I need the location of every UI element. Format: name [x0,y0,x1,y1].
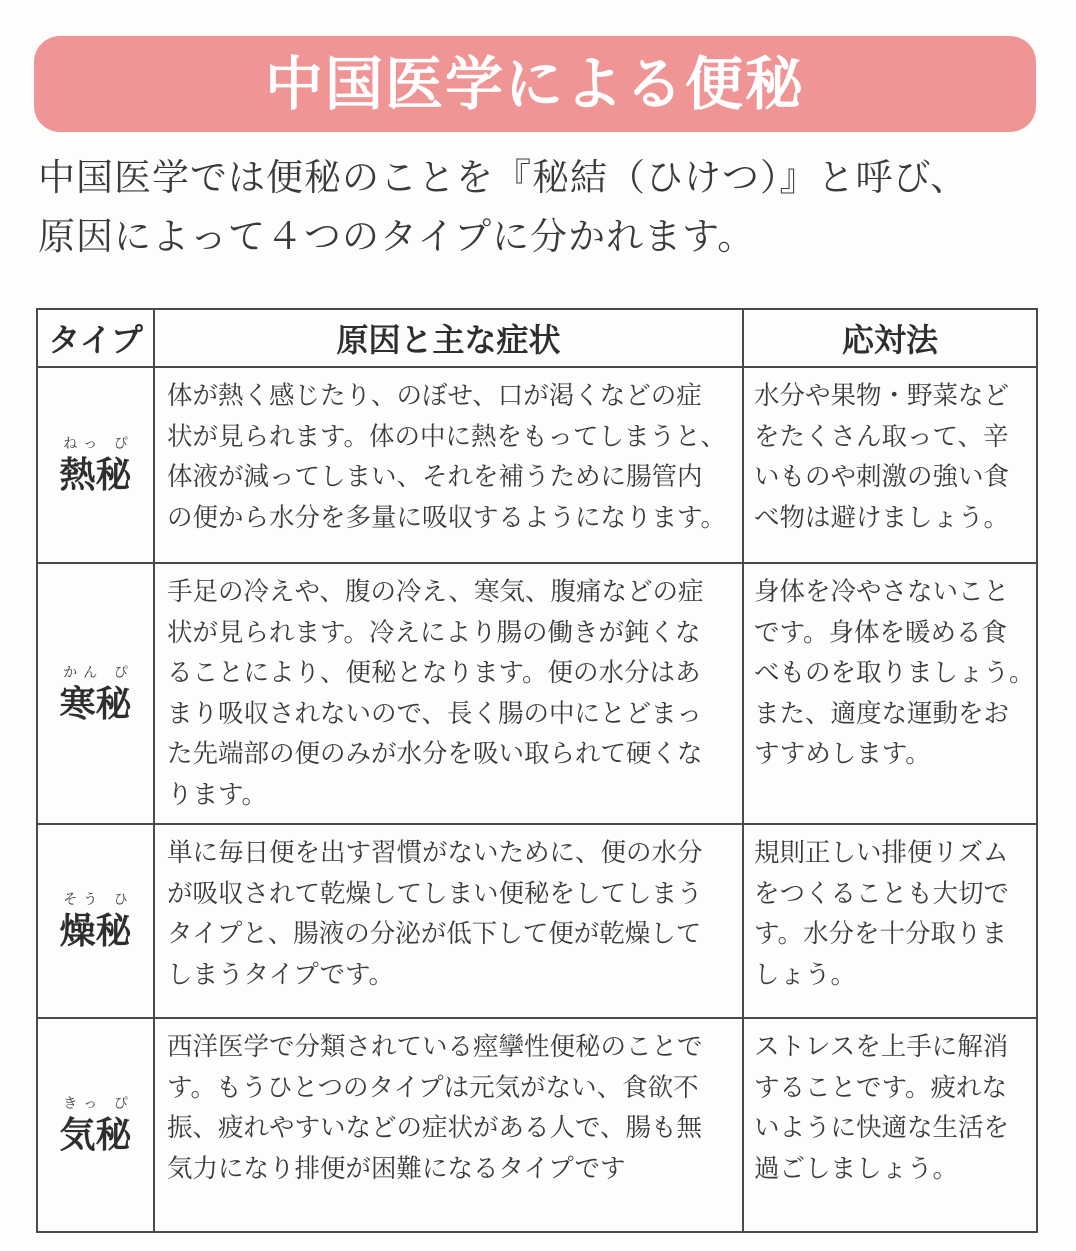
cause-line: 状が見られます。冷えにより腸の働きが鈍くな [167,617,701,648]
remedy-line: すすめします。 [754,739,931,769]
type-name: 熱秘 [59,455,132,496]
remedy-cell [743,824,1037,1018]
remedy-line: 身体を冷やさないこと [754,577,1010,607]
type-cell [37,1018,154,1232]
type-name: 寒秘 [59,683,132,725]
remedy-cell [743,563,1037,824]
cause-line: ることにより、便秘となります。便の水分はあ [167,658,701,688]
cause-line: ります。 [167,779,267,810]
remedy-line: しょう。 [754,959,857,990]
type-reading: きっ ぴ [63,1096,134,1112]
cause-line: しまうタイプです。 [167,959,394,990]
cause-cell [154,367,743,563]
remedy-line: をつくることも大切で [754,878,1010,909]
cause-line: 手足の冷えや、腹の冷え、寒気、腹痛などの症 [167,577,704,607]
type-name: 燥秘 [59,911,132,952]
cause-cell [154,1018,743,1232]
constipation-types-table [36,308,1038,1233]
header-type: タイプ [37,309,154,367]
remedy-line: いものや刺激の強い食 [754,462,1010,492]
cause-line: タイプと、腸液の分泌が低下して便が乾燥して [167,919,702,949]
type-reading: ねっ ぴ [63,436,134,452]
type-cell [37,367,154,563]
remedy-line: です。身体を暖める食 [754,617,1007,648]
remedy-line: をたくさん取って、辛 [754,421,1009,452]
cause-line: まり吸収されないので、長く腸の中にとどまっ [167,698,702,729]
cause-line: の便から水分を多量に吸収するようになります。 [167,502,726,533]
cause-line: 単に毎日便を出す習慣がないために、便の水分 [167,838,703,868]
table-row [37,824,1037,1018]
remedy-line: 過ごしましょう。 [754,1153,959,1184]
type-cell [37,824,154,1018]
remedy-cell [743,1018,1037,1232]
remedy-line: することです。疲れな [754,1072,1007,1103]
table-row [37,367,1037,563]
remedy-cell [743,367,1037,563]
type-name: 気秘 [59,1115,132,1156]
cause-line: が吸収されて乾燥してしまい便秘をしてしまう [167,878,703,909]
intro-line-1: 中国医学では便秘のことを『秘結（ひけつ）』と呼び、 [38,156,969,199]
cause-cell [154,563,743,824]
intro-text [38,148,1048,266]
remedy-line: いように快適な生活を [754,1113,1010,1143]
cause-line: 体が熱く感じたり、のぼせ、口が渇くなどの症 [167,381,702,411]
table-header-row [37,309,1037,367]
remedy-line: 水分や果物・野菜など [754,381,1010,411]
cause-line: 状が見られます。体の中に熱をもってしまうと、 [167,421,726,452]
header-remedy: 応対法 [743,309,1037,367]
type-reading: そう ひ [63,892,134,908]
cause-line: 気力になり排便が困難になるタイプです [167,1153,626,1184]
page-title: 中国医学による便秘 [264,50,805,118]
cause-line: す。もうひとつのタイプは元気がない、食欲不 [167,1072,699,1103]
table-row [37,1018,1037,1232]
type-reading: かん ぴ [63,664,134,681]
cause-line: 体液が減ってしまい、それを補うために腸管内 [167,462,703,492]
remedy-line: す。水分を十分取りま [754,919,1007,949]
intro-line-2: 原因によって４つのタイプに分かれます。 [38,215,756,258]
remedy-line: また、適度な運動をお [754,698,1010,729]
remedy-line: ストレスを上手に解消 [754,1032,1009,1062]
cause-line: た先端部の便のみが水分を吸い取られて硬くな [167,739,703,769]
title-banner [34,36,1036,132]
remedy-line: べ物は避けましょう。 [754,502,1010,533]
type-cell [37,563,154,824]
cause-line: 振、疲れやすいなどの症状がある人で、腸も無 [167,1113,702,1143]
remedy-line: 規則正しい排便リズム [754,838,1009,868]
header-cause: 原因と主な症状 [154,309,743,367]
cause-cell [154,824,743,1018]
remedy-line: べものを取りましょう。 [754,658,1035,688]
cause-line: 西洋医学で分類されている痙攣性便秘のことで [167,1032,703,1062]
table-row [37,563,1037,824]
